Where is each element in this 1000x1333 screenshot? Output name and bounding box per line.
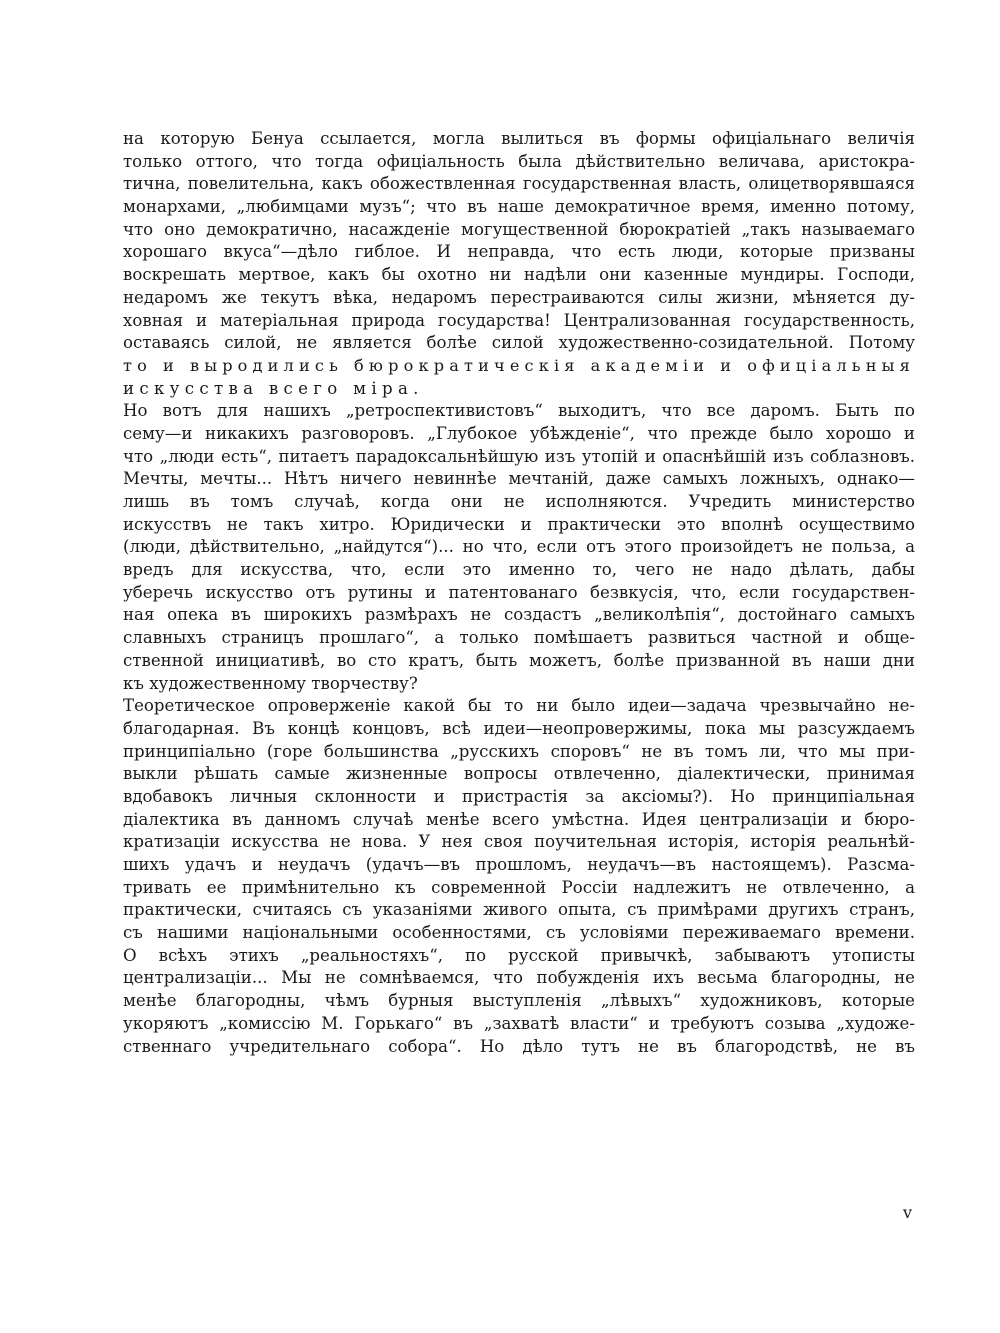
text-line: ховная и матеріальная природа государства! Централизованная государственность, [123,310,915,330]
text-line: лишь въ томъ случаѣ, когда они не исполняются. Учредить министерство [123,492,915,511]
text-line: хорошаго вкуса“—дѣло гиблое. И неправда, что есть люди, которые призваны [123,242,915,262]
text-line: сему—и никакихъ разговоровъ. „Глубокое убѣжденіе“, что прежде было хорошо и [123,423,915,443]
text-line: что оно демократично, насажденіе могущественной бюрократіей „такъ называемаго [123,219,915,239]
document-body [123,128,915,1058]
text-line: менѣе благородны, чѣмъ бурныя выступленія „лѣвыхъ“ художниковъ, которые [123,991,915,1011]
text-line: искусствъ не такъ хитро. Юридически и практически это вполнѣ осуществимо [123,514,915,534]
text-line: оставаясь силой, не является болѣе силой художественно-созидательной. Потому [123,333,915,353]
text-line: монархами, „любимцами музъ“; что въ наше демократичное время, именно потому, [123,197,915,217]
text-line: что „люди есть“, питаетъ парадоксальнѣйшую изъ утопій и опаснѣйшій изъ соблазновъ. [123,446,915,466]
text-line: централизаціи... Мы не сомнѣваемся, что побужденія ихъ весьма благородны, не [123,968,915,988]
text-line: принципіально (горе большинства „русскихъ споровъ“ не въ томъ ли, что мы при- [123,741,915,761]
text-line: діалектика въ данномъ случаѣ менѣе всего умѣстна. Идея централизаціи и бюро- [123,809,915,829]
text-line: О всѣхъ этихъ „реальностяхъ“, по русской привычкѣ, забываютъ утописты [123,945,915,965]
text-line: ственной инициативѣ, во сто кратъ, быть можетъ, болѣе призванной въ наши дни [123,650,915,670]
text-line: къ художественному творчеству? [123,673,418,693]
page-number: v [903,1203,913,1222]
text-line: благодарная. Въ концѣ концовъ, всѣ идеи—неопровержимы, пока мы разсуждаемъ [123,718,915,738]
text-line: ственнаго учредительнаго собора“. Но дѣло тутъ не въ благородствѣ, не въ [123,1036,915,1056]
text-line: Теоретическое опроверженіе какой бы то ни было идеи—задача чрезвычайно не- [123,696,915,716]
text-line: искусства всего міра. [123,378,424,398]
text-line: только оттого, что тогда офиціальность была дѣйствительно величава, аристокра- [123,151,915,171]
text-line: кратизаціи искусства не нова. У нея своя поучительная исторія, исторія реальнѣй- [123,832,915,852]
text-line: Мечты, мечты... Нѣтъ ничего невиннѣе мечтаній, даже самыхъ ложныхъ, однако— [123,469,915,489]
text-line: на которую Бенуа ссылается, могла вылиться въ формы офиціальнаго величія [123,129,915,148]
text-line: славныхъ страницъ прошлаго“, а только помѣшаетъ развиться частной и обще- [123,628,915,648]
text-line: (люди, дѣйствительно, „найдутся“)... но что, если отъ этого произойдетъ не польза, а [123,537,915,557]
text-line: укоряютъ „комиссію М. Горькаго“ въ „захватѣ власти“ и требуютъ созыва „художе- [123,1013,915,1033]
text-line: то и выродились бюрократическія академіи и офиціальныя [123,355,915,375]
text-line: воскрешать мертвое, какъ бы охотно ни надѣли они казенные мундиры. Господи, [123,265,915,285]
text-line: недаромъ же текутъ вѣка, недаромъ перестраиваются силы жизни, мѣняется ду- [123,287,915,307]
text-line: съ нашими національными особенностями, съ условіями переживаемаго времени. [123,923,915,943]
text-line: выкли рѣшать самые жизненные вопросы отвлеченно, діалектически, принимая [123,764,915,784]
text-line: Но вотъ для нашихъ „ретроспективистовъ“ выходитъ, что все даромъ. Быть по [123,401,915,421]
text-line: ная опека въ широкихъ размѣрахъ не создастъ „великолѣпія“, достойнаго самыхъ [123,605,915,625]
text-line: тична, повелительна, какъ обожествленная государственная власть, олицетворявшаяся [123,174,915,194]
text-line: вдобавокъ личныя склонности и пристрастія за аксіомы?). Но принципіальная [123,786,915,806]
text-line: тривать ее примѣнительно къ современной Россіи надлежитъ не отвлеченно, а [123,877,915,897]
text-line: практически, считаясь съ указаніями живого опыта, съ примѣрами другихъ странъ, [123,900,915,920]
text-line: уберечь искусство отъ рутины и патентованаго безвкусія, что, если государствен- [123,582,915,602]
text-line: шихъ удачъ и неудачъ (удачъ—въ прошломъ, неудачъ—въ настоящемъ). Разсма- [123,855,915,874]
text-line: вредъ для искусства, что, если это именно то, чего не надо дѣлать, дабы [123,560,915,580]
